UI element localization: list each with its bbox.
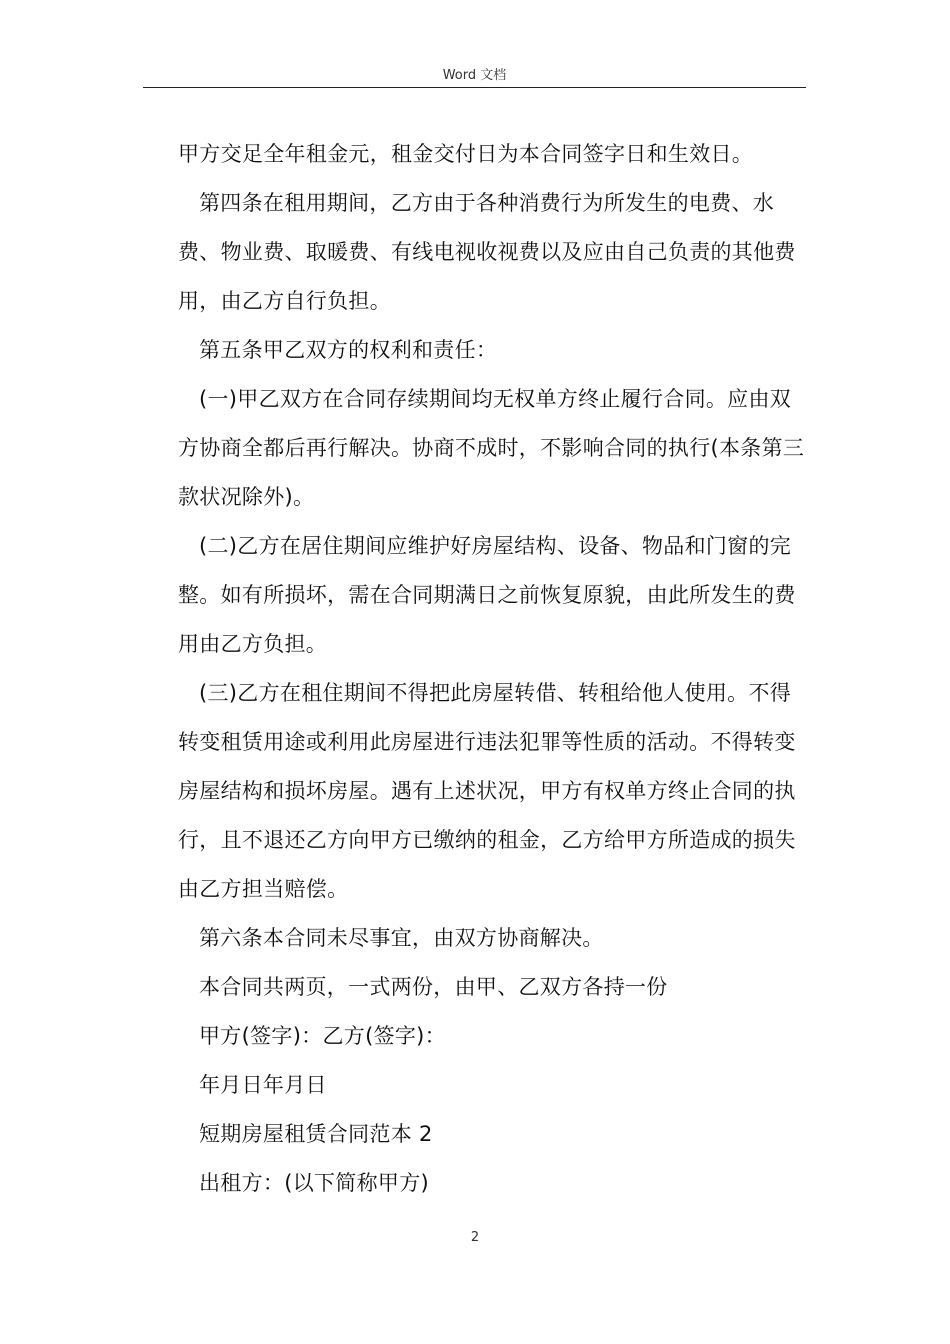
paragraph-article-5: 第五条甲乙双方的权利和责任： xyxy=(199,338,498,362)
paragraph-template-title: 短期房屋租赁合同范本 2 xyxy=(199,1122,433,1146)
document-body xyxy=(178,130,806,1208)
paragraph-article-4: 第四条在租用期间，乙方由于各种消费行为所发生的电费、水费、物业费、取暖费、有线电视收视费以及应由自己负责的其他费用，由乙方自行负担。 xyxy=(178,191,796,313)
paragraph-clause-2: (二)乙方在居住期间应维护好房屋结构、设备、物品和门窗的完整。如有所损坏，需在合同期满日之前恢复原貌，由此所发生的费用由乙方负担。 xyxy=(178,534,796,656)
paragraph-signatures: 甲方(签字)：乙方(签字)： xyxy=(199,1024,446,1048)
paragraph-clause-3: (三)乙方在租住期间不得把此房屋转借、转租给他人使用。不得转变租赁用途或利用此房屋进行违法犯罪等性质的活动。不得转变房屋结构和损坏房屋。遇有上述状况，甲方有权单方终止合同的执行，且不退还乙方向甲方已缴纳的租金，乙方给甲方所造成的损失由乙方担当赔偿。 xyxy=(178,681,796,901)
paragraph-article-6: 第六条本合同未尽事宜，由双方协商解决。 xyxy=(199,926,604,950)
page-number: 2 xyxy=(470,1230,480,1245)
paragraph-copies: 本合同共两页，一式两份，由甲、乙双方各持一份 xyxy=(199,975,668,999)
paragraph-lessor: 出租方：(以下简称甲方) xyxy=(199,1171,429,1195)
document-header: Word 文档 xyxy=(442,68,507,83)
paragraph-dates: 年月日年月日 xyxy=(199,1073,327,1097)
paragraph-rent-payment: 甲方交足全年租金元，租金交付日为本合同签字日和生效日。 xyxy=(178,142,754,166)
header-divider xyxy=(143,87,806,88)
paragraph-clause-1: (一)甲乙双方在合同存续期间均无权单方终止履行合同。应由双方协商全都后再行解决。协商不成时，不影响合同的执行(本条第三款状况除外)。 xyxy=(178,387,805,509)
